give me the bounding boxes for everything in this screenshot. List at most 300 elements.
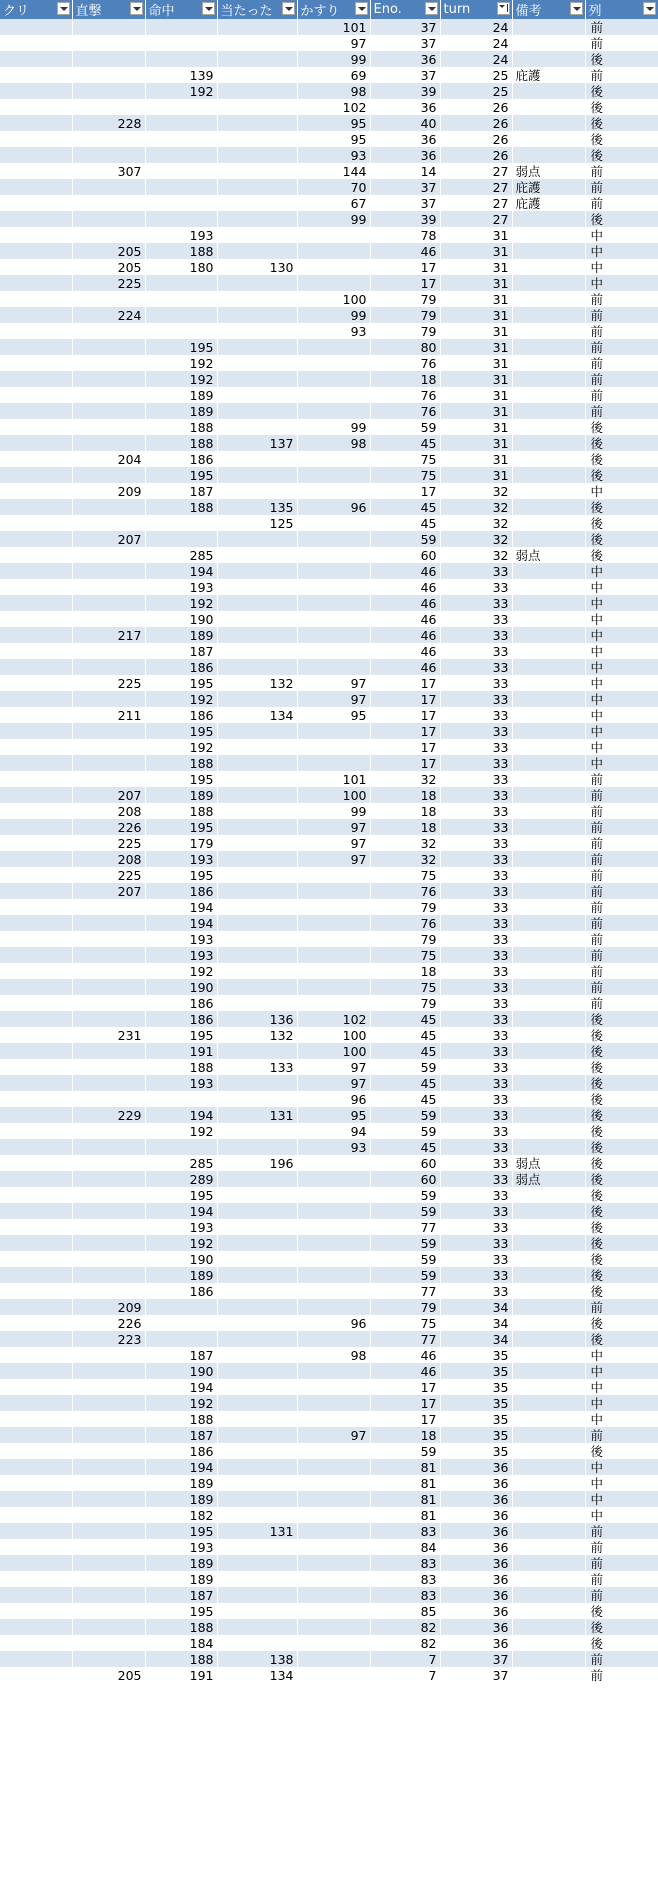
cell-meichu[interactable]: 195 xyxy=(145,1523,217,1539)
cell-atatta[interactable] xyxy=(217,1363,297,1379)
cell-chokugeki[interactable]: 228 xyxy=(72,115,145,131)
cell-kasuri[interactable] xyxy=(297,1571,370,1587)
cell-retsu[interactable]: 前 xyxy=(585,291,658,307)
cell-chokugeki[interactable] xyxy=(72,979,145,995)
cell-biko[interactable] xyxy=(512,1139,585,1155)
cell-turn[interactable]: 31 xyxy=(440,419,512,435)
cell-retsu[interactable]: 後 xyxy=(585,1251,658,1267)
cell-biko[interactable] xyxy=(512,339,585,355)
cell-chokugeki[interactable] xyxy=(72,1555,145,1571)
cell-retsu[interactable]: 後 xyxy=(585,1075,658,1091)
cell-kasuri[interactable] xyxy=(297,659,370,675)
cell-kasuri[interactable]: 95 xyxy=(297,131,370,147)
cell-retsu[interactable]: 前 xyxy=(585,787,658,803)
cell-chokugeki[interactable] xyxy=(72,355,145,371)
cell-biko[interactable] xyxy=(512,947,585,963)
cell-kuri[interactable] xyxy=(0,1491,72,1507)
cell-chokugeki[interactable] xyxy=(72,1491,145,1507)
cell-eno[interactable]: 17 xyxy=(370,675,440,691)
cell-retsu[interactable]: 中 xyxy=(585,755,658,771)
cell-biko[interactable] xyxy=(512,1587,585,1603)
cell-meichu[interactable]: 188 xyxy=(145,1411,217,1427)
cell-eno[interactable]: 59 xyxy=(370,419,440,435)
cell-retsu[interactable]: 後 xyxy=(585,1155,658,1171)
cell-chokugeki[interactable]: 205 xyxy=(72,243,145,259)
cell-meichu[interactable]: 195 xyxy=(145,1027,217,1043)
cell-chokugeki[interactable] xyxy=(72,1011,145,1027)
cell-meichu[interactable]: 191 xyxy=(145,1667,217,1683)
cell-kasuri[interactable]: 99 xyxy=(297,51,370,67)
cell-biko[interactable] xyxy=(512,227,585,243)
cell-kuri[interactable] xyxy=(0,211,72,227)
cell-chokugeki[interactable] xyxy=(72,499,145,515)
cell-turn[interactable]: 31 xyxy=(440,275,512,291)
cell-eno[interactable]: 75 xyxy=(370,1315,440,1331)
cell-turn[interactable]: 33 xyxy=(440,595,512,611)
cell-chokugeki[interactable] xyxy=(72,739,145,755)
cell-meichu[interactable]: 189 xyxy=(145,627,217,643)
cell-meichu[interactable]: 195 xyxy=(145,1187,217,1203)
cell-meichu[interactable]: 192 xyxy=(145,739,217,755)
cell-atatta[interactable] xyxy=(217,819,297,835)
cell-turn[interactable]: 36 xyxy=(440,1603,512,1619)
cell-turn[interactable]: 27 xyxy=(440,179,512,195)
cell-turn[interactable]: 32 xyxy=(440,499,512,515)
cell-kasuri[interactable] xyxy=(297,1635,370,1651)
cell-atatta[interactable] xyxy=(217,579,297,595)
cell-kasuri[interactable]: 97 xyxy=(297,1059,370,1075)
cell-kasuri[interactable] xyxy=(297,963,370,979)
cell-meichu[interactable]: 193 xyxy=(145,579,217,595)
cell-eno[interactable]: 45 xyxy=(370,1139,440,1155)
cell-chokugeki[interactable] xyxy=(72,1267,145,1283)
cell-atatta[interactable] xyxy=(217,1267,297,1283)
cell-chokugeki[interactable] xyxy=(72,579,145,595)
cell-atatta[interactable]: 135 xyxy=(217,499,297,515)
cell-atatta[interactable] xyxy=(217,1507,297,1523)
cell-meichu[interactable]: 186 xyxy=(145,707,217,723)
cell-kasuri[interactable]: 99 xyxy=(297,211,370,227)
cell-eno[interactable]: 46 xyxy=(370,1347,440,1363)
cell-chokugeki[interactable] xyxy=(72,99,145,115)
cell-chokugeki[interactable] xyxy=(72,1379,145,1395)
cell-chokugeki[interactable]: 207 xyxy=(72,883,145,899)
cell-turn[interactable]: 35 xyxy=(440,1427,512,1443)
cell-turn[interactable]: 33 xyxy=(440,1283,512,1299)
cell-meichu[interactable]: 195 xyxy=(145,723,217,739)
cell-biko[interactable] xyxy=(512,579,585,595)
cell-eno[interactable]: 79 xyxy=(370,995,440,1011)
cell-eno[interactable]: 46 xyxy=(370,563,440,579)
cell-meichu[interactable]: 188 xyxy=(145,755,217,771)
cell-biko[interactable] xyxy=(512,19,585,35)
cell-kuri[interactable] xyxy=(0,707,72,723)
column-header-biko[interactable] xyxy=(512,0,585,19)
cell-turn[interactable]: 25 xyxy=(440,67,512,83)
cell-atatta[interactable] xyxy=(217,1411,297,1427)
cell-chokugeki[interactable] xyxy=(72,1203,145,1219)
cell-meichu[interactable]: 184 xyxy=(145,1635,217,1651)
cell-biko[interactable] xyxy=(512,1507,585,1523)
cell-kuri[interactable] xyxy=(0,163,72,179)
cell-turn[interactable]: 31 xyxy=(440,339,512,355)
cell-eno[interactable]: 18 xyxy=(370,819,440,835)
cell-eno[interactable]: 83 xyxy=(370,1571,440,1587)
cell-retsu[interactable]: 後 xyxy=(585,515,658,531)
cell-retsu[interactable]: 後 xyxy=(585,1635,658,1651)
cell-retsu[interactable]: 中 xyxy=(585,595,658,611)
cell-biko[interactable] xyxy=(512,755,585,771)
cell-turn[interactable]: 26 xyxy=(440,115,512,131)
cell-atatta[interactable] xyxy=(217,963,297,979)
cell-biko[interactable] xyxy=(512,1043,585,1059)
cell-retsu[interactable]: 中 xyxy=(585,227,658,243)
cell-biko[interactable] xyxy=(512,627,585,643)
cell-kuri[interactable] xyxy=(0,579,72,595)
cell-kasuri[interactable]: 96 xyxy=(297,1091,370,1107)
cell-turn[interactable]: 35 xyxy=(440,1395,512,1411)
cell-kuri[interactable] xyxy=(0,643,72,659)
cell-meichu[interactable]: 194 xyxy=(145,1379,217,1395)
cell-biko[interactable] xyxy=(512,739,585,755)
cell-meichu[interactable]: 189 xyxy=(145,1555,217,1571)
cell-turn[interactable]: 35 xyxy=(440,1443,512,1459)
cell-atatta[interactable] xyxy=(217,1299,297,1315)
cell-eno[interactable]: 59 xyxy=(370,1443,440,1459)
cell-chokugeki[interactable]: 217 xyxy=(72,627,145,643)
cell-atatta[interactable] xyxy=(217,787,297,803)
cell-biko[interactable] xyxy=(512,1379,585,1395)
cell-eno[interactable]: 46 xyxy=(370,643,440,659)
cell-chokugeki[interactable]: 229 xyxy=(72,1107,145,1123)
cell-retsu[interactable]: 中 xyxy=(585,643,658,659)
cell-biko[interactable] xyxy=(512,515,585,531)
cell-chokugeki[interactable] xyxy=(72,1059,145,1075)
cell-retsu[interactable]: 中 xyxy=(585,1363,658,1379)
cell-meichu[interactable]: 193 xyxy=(145,1075,217,1091)
cell-biko[interactable] xyxy=(512,355,585,371)
cell-atatta[interactable] xyxy=(217,1555,297,1571)
cell-kasuri[interactable] xyxy=(297,1331,370,1347)
cell-turn[interactable]: 36 xyxy=(440,1507,512,1523)
cell-retsu[interactable]: 中 xyxy=(585,1507,658,1523)
cell-kuri[interactable] xyxy=(0,1171,72,1187)
cell-turn[interactable]: 33 xyxy=(440,979,512,995)
cell-turn[interactable]: 26 xyxy=(440,131,512,147)
cell-retsu[interactable]: 中 xyxy=(585,611,658,627)
cell-kuri[interactable] xyxy=(0,1523,72,1539)
cell-kasuri[interactable] xyxy=(297,243,370,259)
cell-atatta[interactable] xyxy=(217,275,297,291)
cell-meichu[interactable] xyxy=(145,291,217,307)
cell-meichu[interactable]: 182 xyxy=(145,1507,217,1523)
cell-retsu[interactable]: 後 xyxy=(585,1235,658,1251)
cell-eno[interactable]: 59 xyxy=(370,1267,440,1283)
cell-kuri[interactable] xyxy=(0,547,72,563)
cell-kasuri[interactable] xyxy=(297,1539,370,1555)
cell-atatta[interactable]: 130 xyxy=(217,259,297,275)
cell-kasuri[interactable] xyxy=(297,1443,370,1459)
cell-turn[interactable]: 32 xyxy=(440,483,512,499)
cell-atatta[interactable] xyxy=(217,771,297,787)
cell-atatta[interactable] xyxy=(217,371,297,387)
cell-meichu[interactable]: 188 xyxy=(145,499,217,515)
cell-meichu[interactable]: 190 xyxy=(145,1251,217,1267)
cell-atatta[interactable]: 134 xyxy=(217,1667,297,1683)
cell-biko[interactable] xyxy=(512,371,585,387)
cell-chokugeki[interactable] xyxy=(72,963,145,979)
cell-kasuri[interactable] xyxy=(297,403,370,419)
cell-chokugeki[interactable]: 209 xyxy=(72,483,145,499)
cell-kuri[interactable] xyxy=(0,1219,72,1235)
cell-atatta[interactable]: 131 xyxy=(217,1523,297,1539)
filter-dropdown-icon[interactable] xyxy=(130,2,143,15)
cell-meichu[interactable] xyxy=(145,1331,217,1347)
cell-atatta[interactable] xyxy=(217,51,297,67)
cell-biko[interactable] xyxy=(512,1059,585,1075)
cell-retsu[interactable]: 後 xyxy=(585,1091,658,1107)
cell-biko[interactable] xyxy=(512,867,585,883)
cell-retsu[interactable]: 後 xyxy=(585,1123,658,1139)
cell-retsu[interactable]: 前 xyxy=(585,67,658,83)
cell-atatta[interactable]: 196 xyxy=(217,1155,297,1171)
cell-meichu[interactable]: 192 xyxy=(145,1123,217,1139)
cell-chokugeki[interactable] xyxy=(72,1043,145,1059)
cell-atatta[interactable] xyxy=(217,323,297,339)
cell-biko[interactable] xyxy=(512,147,585,163)
cell-biko[interactable] xyxy=(512,915,585,931)
cell-eno[interactable]: 46 xyxy=(370,595,440,611)
cell-retsu[interactable]: 後 xyxy=(585,451,658,467)
cell-turn[interactable]: 36 xyxy=(440,1459,512,1475)
cell-biko[interactable]: 弱点 xyxy=(512,547,585,563)
cell-biko[interactable] xyxy=(512,1187,585,1203)
cell-meichu[interactable]: 139 xyxy=(145,67,217,83)
cell-biko[interactable] xyxy=(512,723,585,739)
cell-turn[interactable]: 31 xyxy=(440,403,512,419)
cell-biko[interactable] xyxy=(512,1315,585,1331)
cell-kuri[interactable] xyxy=(0,915,72,931)
cell-atatta[interactable] xyxy=(217,1187,297,1203)
cell-turn[interactable]: 31 xyxy=(440,387,512,403)
cell-kuri[interactable] xyxy=(0,899,72,915)
cell-turn[interactable]: 36 xyxy=(440,1555,512,1571)
cell-biko[interactable] xyxy=(512,403,585,419)
cell-biko[interactable] xyxy=(512,275,585,291)
cell-eno[interactable]: 45 xyxy=(370,515,440,531)
cell-chokugeki[interactable] xyxy=(72,83,145,99)
cell-chokugeki[interactable]: 209 xyxy=(72,1299,145,1315)
cell-turn[interactable]: 31 xyxy=(440,355,512,371)
cell-atatta[interactable] xyxy=(217,211,297,227)
cell-kasuri[interactable]: 97 xyxy=(297,1427,370,1443)
cell-kuri[interactable] xyxy=(0,1459,72,1475)
cell-biko[interactable] xyxy=(512,963,585,979)
cell-turn[interactable]: 33 xyxy=(440,1251,512,1267)
cell-kuri[interactable] xyxy=(0,451,72,467)
cell-eno[interactable]: 45 xyxy=(370,1091,440,1107)
cell-atatta[interactable] xyxy=(217,1123,297,1139)
cell-retsu[interactable]: 後 xyxy=(585,1267,658,1283)
cell-meichu[interactable]: 192 xyxy=(145,355,217,371)
cell-kuri[interactable] xyxy=(0,611,72,627)
cell-biko[interactable]: 弱点 xyxy=(512,163,585,179)
cell-eno[interactable]: 37 xyxy=(370,35,440,51)
cell-turn[interactable]: 33 xyxy=(440,995,512,1011)
cell-atatta[interactable] xyxy=(217,531,297,547)
cell-retsu[interactable]: 中 xyxy=(585,659,658,675)
cell-biko[interactable]: 庇護 xyxy=(512,67,585,83)
cell-meichu[interactable]: 190 xyxy=(145,611,217,627)
cell-eno[interactable]: 59 xyxy=(370,1251,440,1267)
cell-biko[interactable] xyxy=(512,691,585,707)
cell-kasuri[interactable] xyxy=(297,611,370,627)
cell-retsu[interactable]: 前 xyxy=(585,195,658,211)
cell-turn[interactable]: 33 xyxy=(440,627,512,643)
cell-chokugeki[interactable] xyxy=(72,931,145,947)
cell-kasuri[interactable] xyxy=(297,1491,370,1507)
cell-kasuri[interactable] xyxy=(297,1395,370,1411)
cell-meichu[interactable]: 189 xyxy=(145,787,217,803)
cell-turn[interactable]: 33 xyxy=(440,1187,512,1203)
cell-kasuri[interactable] xyxy=(297,595,370,611)
cell-kuri[interactable] xyxy=(0,851,72,867)
cell-kuri[interactable] xyxy=(0,1075,72,1091)
cell-eno[interactable]: 18 xyxy=(370,787,440,803)
cell-retsu[interactable]: 前 xyxy=(585,963,658,979)
filter-dropdown-icon[interactable] xyxy=(202,2,215,15)
cell-chokugeki[interactable]: 223 xyxy=(72,1331,145,1347)
column-header-retsu[interactable] xyxy=(585,0,658,19)
cell-atatta[interactable] xyxy=(217,547,297,563)
cell-chokugeki[interactable] xyxy=(72,1395,145,1411)
cell-turn[interactable]: 33 xyxy=(440,1043,512,1059)
cell-eno[interactable]: 76 xyxy=(370,387,440,403)
cell-kuri[interactable] xyxy=(0,627,72,643)
cell-eno[interactable]: 39 xyxy=(370,83,440,99)
cell-atatta[interactable] xyxy=(217,339,297,355)
cell-turn[interactable]: 33 xyxy=(440,819,512,835)
cell-biko[interactable] xyxy=(512,1283,585,1299)
cell-meichu[interactable]: 285 xyxy=(145,1155,217,1171)
cell-biko[interactable] xyxy=(512,563,585,579)
cell-eno[interactable]: 45 xyxy=(370,435,440,451)
cell-kasuri[interactable] xyxy=(297,1187,370,1203)
cell-meichu[interactable]: 195 xyxy=(145,467,217,483)
cell-biko[interactable] xyxy=(512,1667,585,1683)
cell-chokugeki[interactable]: 225 xyxy=(72,835,145,851)
cell-atatta[interactable] xyxy=(217,163,297,179)
cell-eno[interactable]: 17 xyxy=(370,1411,440,1427)
cell-retsu[interactable]: 後 xyxy=(585,1139,658,1155)
cell-biko[interactable] xyxy=(512,99,585,115)
cell-eno[interactable]: 18 xyxy=(370,803,440,819)
cell-retsu[interactable]: 前 xyxy=(585,339,658,355)
cell-kasuri[interactable] xyxy=(297,755,370,771)
cell-turn[interactable]: 36 xyxy=(440,1635,512,1651)
cell-kasuri[interactable] xyxy=(297,451,370,467)
column-header-turn[interactable] xyxy=(440,0,512,19)
cell-kasuri[interactable] xyxy=(297,723,370,739)
cell-atatta[interactable] xyxy=(217,627,297,643)
cell-biko[interactable] xyxy=(512,787,585,803)
cell-atatta[interactable] xyxy=(217,1203,297,1219)
column-header-eno[interactable] xyxy=(370,0,440,19)
cell-retsu[interactable]: 中 xyxy=(585,579,658,595)
cell-turn[interactable]: 35 xyxy=(440,1347,512,1363)
cell-kuri[interactable] xyxy=(0,1427,72,1443)
cell-kasuri[interactable] xyxy=(297,1235,370,1251)
cell-kasuri[interactable]: 96 xyxy=(297,1315,370,1331)
cell-chokugeki[interactable] xyxy=(72,1283,145,1299)
cell-kuri[interactable] xyxy=(0,1507,72,1523)
cell-eno[interactable]: 79 xyxy=(370,899,440,915)
cell-turn[interactable]: 32 xyxy=(440,547,512,563)
cell-kuri[interactable] xyxy=(0,1251,72,1267)
cell-kasuri[interactable] xyxy=(297,339,370,355)
cell-eno[interactable]: 59 xyxy=(370,531,440,547)
cell-kuri[interactable] xyxy=(0,1283,72,1299)
cell-atatta[interactable] xyxy=(217,563,297,579)
cell-biko[interactable] xyxy=(512,1075,585,1091)
cell-eno[interactable]: 17 xyxy=(370,1379,440,1395)
cell-biko[interactable] xyxy=(512,1107,585,1123)
cell-atatta[interactable] xyxy=(217,467,297,483)
cell-retsu[interactable]: 中 xyxy=(585,627,658,643)
cell-kasuri[interactable]: 93 xyxy=(297,147,370,163)
cell-kuri[interactable] xyxy=(0,19,72,35)
cell-turn[interactable]: 37 xyxy=(440,1651,512,1667)
cell-retsu[interactable]: 中 xyxy=(585,723,658,739)
filter-dropdown-icon[interactable] xyxy=(425,2,438,15)
cell-biko[interactable] xyxy=(512,531,585,547)
cell-turn[interactable]: 32 xyxy=(440,515,512,531)
cell-chokugeki[interactable] xyxy=(72,211,145,227)
cell-meichu[interactable]: 190 xyxy=(145,979,217,995)
cell-meichu[interactable]: 194 xyxy=(145,899,217,915)
cell-kasuri[interactable]: 102 xyxy=(297,1011,370,1027)
cell-kasuri[interactable] xyxy=(297,899,370,915)
cell-turn[interactable]: 33 xyxy=(440,1171,512,1187)
cell-kuri[interactable] xyxy=(0,1139,72,1155)
cell-kuri[interactable] xyxy=(0,819,72,835)
cell-turn[interactable]: 33 xyxy=(440,931,512,947)
cell-kasuri[interactable] xyxy=(297,643,370,659)
cell-atatta[interactable] xyxy=(217,19,297,35)
cell-kuri[interactable] xyxy=(0,1187,72,1203)
cell-turn[interactable]: 33 xyxy=(440,787,512,803)
column-header-kasuri[interactable] xyxy=(297,0,370,19)
cell-meichu[interactable]: 186 xyxy=(145,1283,217,1299)
cell-kuri[interactable] xyxy=(0,179,72,195)
cell-retsu[interactable]: 中 xyxy=(585,483,658,499)
cell-kasuri[interactable]: 102 xyxy=(297,99,370,115)
cell-atatta[interactable] xyxy=(217,803,297,819)
cell-eno[interactable]: 59 xyxy=(370,1123,440,1139)
cell-turn[interactable]: 33 xyxy=(440,1075,512,1091)
cell-kuri[interactable] xyxy=(0,275,72,291)
cell-chokugeki[interactable] xyxy=(72,1571,145,1587)
cell-retsu[interactable]: 後 xyxy=(585,1203,658,1219)
cell-meichu[interactable]: 186 xyxy=(145,1443,217,1459)
cell-atatta[interactable] xyxy=(217,195,297,211)
cell-kasuri[interactable] xyxy=(297,1603,370,1619)
cell-chokugeki[interactable] xyxy=(72,1075,145,1091)
cell-turn[interactable]: 36 xyxy=(440,1523,512,1539)
cell-kuri[interactable] xyxy=(0,563,72,579)
cell-kasuri[interactable] xyxy=(297,995,370,1011)
cell-kasuri[interactable]: 98 xyxy=(297,435,370,451)
